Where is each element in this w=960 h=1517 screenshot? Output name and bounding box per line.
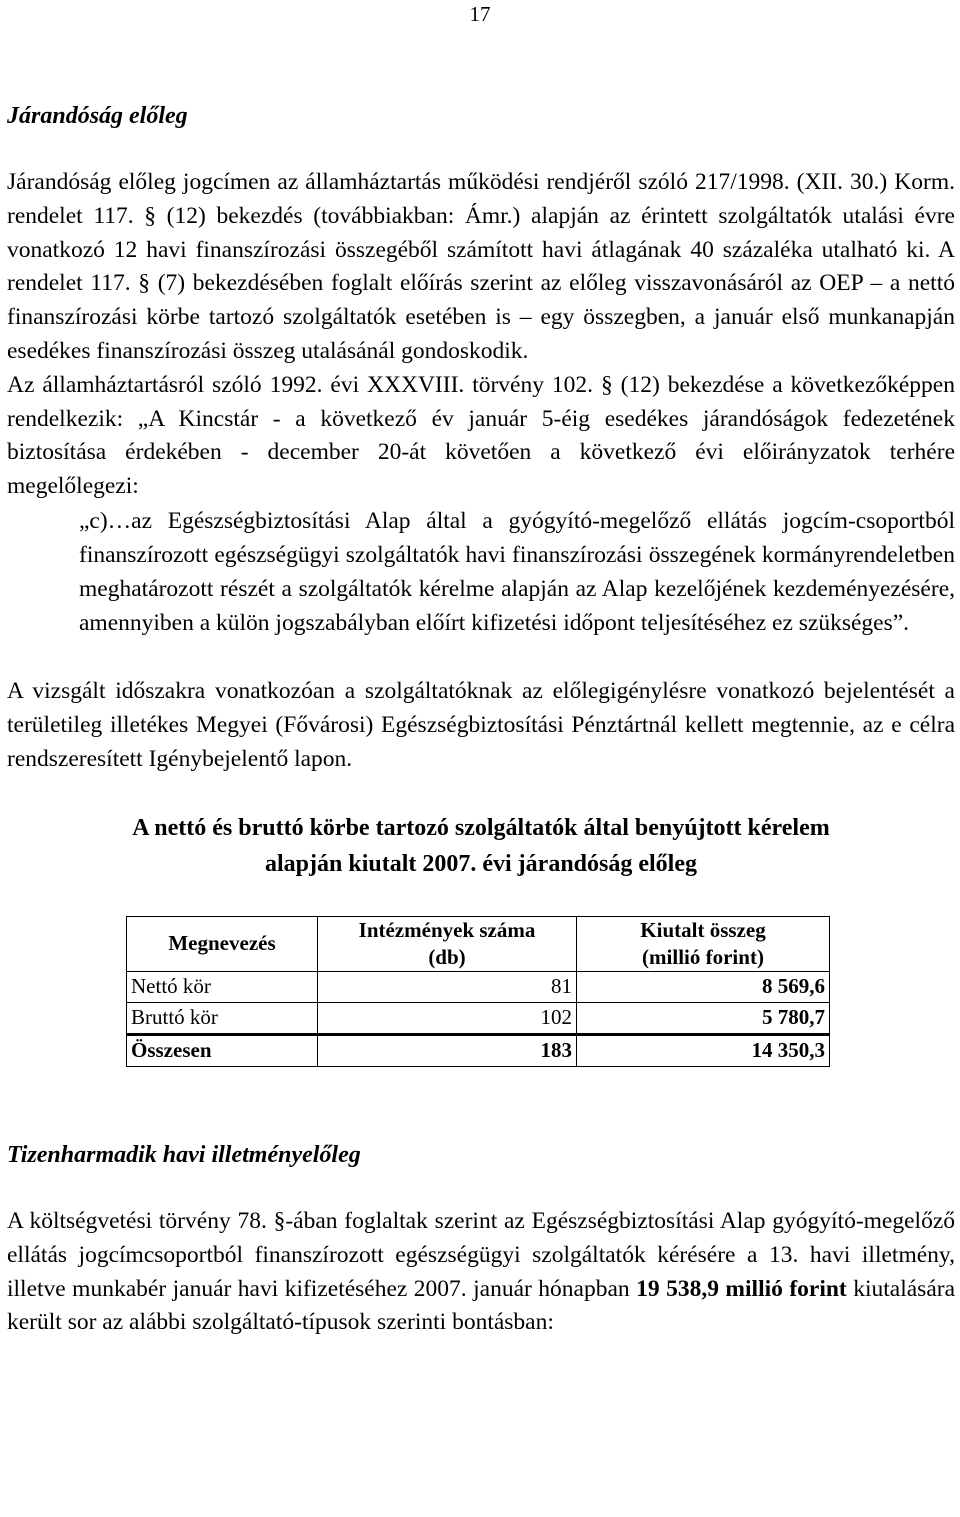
row-name: Nettó kör [127,971,318,1002]
paragraph-ellolege-rule: Járandóság előleg jogcímen az államháztartás működési rendjéről szóló 217/1998. (XII. 30.) Korm. rendelet 117. § (12) bekezdés (továbbiakban: Ámr.) alapján az érintett szolgáltatók utalási évre vonatkozó 12 havi finanszírozási összegéből számított havi átlagának 40 százaléka utalható ki. A rendelet 117. § (7) bekezdésében foglalt előírás szerint az előleg visszavonásáról az OEP – a nettó finanszírozási körbe tartozó szolgáltatók esetében is – egy összegben, a január első munkanapján esedékes finanszírozási összeg utalásánál gondoskodik. [7,169,955,364]
row-name: Bruttó kör [127,1002,318,1034]
header-intezmenyek-line1: Intézmények száma [358,917,536,942]
table-title-line1: A nettó és bruttó körbe tartozó szolgáltatók által benyújtott kérelem [132,814,830,841]
table-title-line2: alapján kiutalt 2007. évi járandóság előleg [264,850,697,877]
table-row [127,1002,830,1034]
table-total-row [127,1034,830,1066]
row-amount: 5 780,7 [577,1002,830,1034]
total-name: Összesen [127,1034,318,1066]
paragraph-law-citation: Az államháztartásról szóló 1992. évi XXXVIII. törvény 102. § (12) bekezdése a következőképpen rendelkezik: „A Kincstár - a következő év január 5-éig esedékes járandóságok fedezetének biztosítása érdekében - december 20-át követően a következő évi előirányzatok terhére megelőlegezi: [7,371,955,500]
table-title [7,810,955,882]
header-intezmenyek [318,916,577,971]
header-kiutalt [577,916,830,971]
page-content [7,100,955,1340]
header-kiutalt-line1: Kiutalt összeg [640,917,766,942]
table-header-row [127,916,830,971]
highlighted-amount: 19 538,9 millió forint [636,1275,847,1302]
row-count: 102 [318,1002,577,1034]
paragraph-text-before: A költségvetési törvény 78. §-ában foglaltak szerint az Egészségbiztosítási Alap gyógyító-megelőző ellátás jogcímcsoportból finanszírozott egészségügyi szolgáltatók kérésére a 13. havi illetmény, illetve munkabér január havi kifizetéséhez 2007. január hónapban [7,1207,955,1302]
page-number: 17 [469,2,491,26]
header-megnevezes: Megnevezés [127,916,318,971]
total-count: 183 [318,1034,577,1066]
paragraph-13th-month [7,1205,955,1340]
row-amount: 8 569,6 [577,971,830,1002]
advance-table [126,916,830,1067]
table-row [127,971,830,1002]
header-kiutalt-line2: (millió forint) [642,944,764,969]
paragraph-text-after: kiutalására került sor az alábbi szolgáltató-típusok szerinti bontásban: [7,1275,956,1336]
section-heading-13th-month: Tizenharmadik havi illetményelőleg [7,1141,361,1168]
header-intezmenyek-line2: (db) [428,944,466,969]
paragraph-request-procedure: A vizsgált időszakra vonatkozóan a szolgáltatóknak az előlegigénylésre vonatkozó bejelentését a területileg illetékes Megyei (Fővárosi) Egészségbiztosítási Pénztártnál kellett megtennie, az e célra rendszeresített Igénybejelentő lapon. [7,677,955,772]
row-count: 81 [318,971,577,1002]
total-amount: 14 350,3 [577,1034,830,1066]
section-heading-jarandosag: Járandóság előleg [7,103,188,129]
quoted-provision: „c)…az Egészségbiztosítási Alap által a gyógyító-megelőző ellátás jogcím-csoportból finanszírozott egészségügyi szolgáltatók havi finanszírozási összegének kormányrendeletben meghatározott részét a szolgáltatók kérelme alapján az Alap kezelőjének kezdeményezésére, amennyiben a külön jogszabályban előírt kifizetési időpont teljesítéséhez ez szükséges”. [79,507,955,636]
